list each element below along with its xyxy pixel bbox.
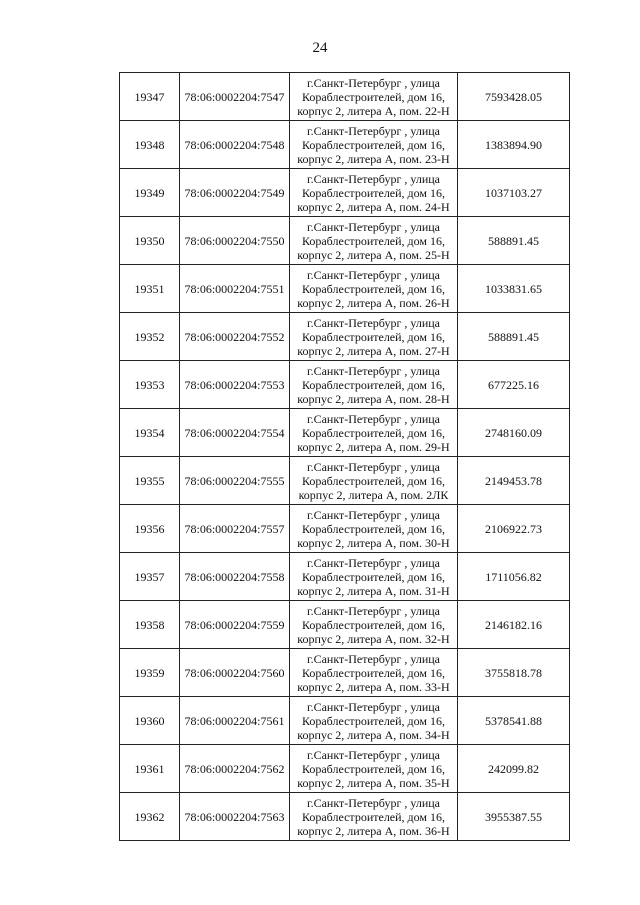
- address-cell: [290, 73, 458, 121]
- address-line: г.Санкт-Петербург , улица: [307, 123, 440, 138]
- address-line: г.Санкт-Петербург , улица: [307, 267, 440, 282]
- cadastral-number-cell: 78:06:0002204:7561: [180, 697, 290, 745]
- address-line: корпус 2, литера А, пом. 31-Н: [297, 583, 450, 598]
- address-line: корпус 2, литера А, пом. 2ЛК: [298, 487, 449, 502]
- table-row: [120, 265, 570, 313]
- address-line: г.Санкт-Петербург , улица: [307, 459, 440, 474]
- address-cell: [290, 649, 458, 697]
- cadastral-value-cell: 3955387.55: [458, 793, 570, 841]
- table-body: [120, 73, 570, 841]
- cadastral-value-cell: 1033831.65: [458, 265, 570, 313]
- address-line: корпус 2, литера А, пом. 32-Н: [297, 631, 450, 646]
- row-number-cell: 19348: [120, 121, 180, 169]
- cadastral-value-cell: 2106922.73: [458, 505, 570, 553]
- cadastral-value-cell: 677225.16: [458, 361, 570, 409]
- cadastral-value-cell: 5378541.88: [458, 697, 570, 745]
- row-number-cell: 19352: [120, 313, 180, 361]
- address-line: Кораблестроителей, дом 16,: [301, 89, 446, 104]
- address-line: корпус 2, литера А, пом. 24-Н: [297, 199, 450, 214]
- address-line: г.Санкт-Петербург , улица: [307, 603, 440, 618]
- address-line: Кораблестроителей, дом 16,: [301, 185, 446, 200]
- table-row: [120, 553, 570, 601]
- table-row: [120, 601, 570, 649]
- table-row: [120, 217, 570, 265]
- address-cell: [290, 121, 458, 169]
- address-line: г.Санкт-Петербург , улица: [307, 315, 440, 330]
- cadastral-number-cell: 78:06:0002204:7559: [180, 601, 290, 649]
- address-line: корпус 2, литера А, пом. 28-Н: [297, 391, 450, 406]
- cadastral-value-cell: 7593428.05: [458, 73, 570, 121]
- table-row: [120, 121, 570, 169]
- cadastral-value-cell: 2748160.09: [458, 409, 570, 457]
- cadastral-value-cell: 588891.45: [458, 217, 570, 265]
- address-line: Кораблестроителей, дом 16,: [301, 809, 446, 824]
- row-number-cell: 19350: [120, 217, 180, 265]
- cadastral-number-cell: 78:06:0002204:7555: [180, 457, 290, 505]
- address-line: корпус 2, литера А, пом. 27-Н: [297, 343, 450, 358]
- cadastral-number-cell: 78:06:0002204:7562: [180, 745, 290, 793]
- cadastral-value-cell: 1037103.27: [458, 169, 570, 217]
- cadastral-value-cell: 2146182.16: [458, 601, 570, 649]
- row-number-cell: 19349: [120, 169, 180, 217]
- address-line: корпус 2, литера А, пом. 25-Н: [297, 247, 450, 262]
- cadastral-number-cell: 78:06:0002204:7553: [180, 361, 290, 409]
- address-cell: [290, 553, 458, 601]
- address-line: корпус 2, литера А, пом. 35-Н: [297, 775, 450, 790]
- address-line: г.Санкт-Петербург , улица: [307, 747, 440, 762]
- address-line: г.Санкт-Петербург , улица: [307, 555, 440, 570]
- address-cell: [290, 505, 458, 553]
- cadastral-number-cell: 78:06:0002204:7550: [180, 217, 290, 265]
- address-line: Кораблестроителей, дом 16,: [301, 713, 446, 728]
- cadastral-value-cell: 1383894.90: [458, 121, 570, 169]
- row-number-cell: 19361: [120, 745, 180, 793]
- address-line: Кораблестроителей, дом 16,: [301, 233, 446, 248]
- address-line: Кораблестроителей, дом 16,: [301, 281, 446, 296]
- page-number: 24: [312, 40, 328, 56]
- cadastral-value-cell: 242099.82: [458, 745, 570, 793]
- address-line: корпус 2, литера А, пом. 33-Н: [297, 679, 450, 694]
- row-number-cell: 19351: [120, 265, 180, 313]
- table-row: [120, 649, 570, 697]
- address-cell: [290, 313, 458, 361]
- address-line: корпус 2, литера А, пом. 26-Н: [297, 295, 450, 310]
- address-line: г.Санкт-Петербург , улица: [307, 795, 440, 810]
- address-line: Кораблестроителей, дом 16,: [301, 377, 446, 392]
- cadastral-value-cell: 1711056.82: [458, 553, 570, 601]
- address-line: корпус 2, литера А, пом. 36-Н: [297, 823, 450, 838]
- row-number-cell: 19362: [120, 793, 180, 841]
- table-row: [120, 361, 570, 409]
- cadastral-number-cell: 78:06:0002204:7552: [180, 313, 290, 361]
- row-number-cell: 19353: [120, 361, 180, 409]
- table-row: [120, 505, 570, 553]
- address-cell: [290, 169, 458, 217]
- address-line: корпус 2, литера А, пом. 34-Н: [297, 727, 450, 742]
- row-number-cell: 19347: [120, 73, 180, 121]
- address-line: Кораблестроителей, дом 16,: [301, 521, 446, 536]
- table-row: [120, 793, 570, 841]
- table-row: [120, 73, 570, 121]
- address-cell: [290, 601, 458, 649]
- address-cell: [290, 457, 458, 505]
- address-line: корпус 2, литера А, пом. 22-Н: [297, 103, 450, 118]
- row-number-cell: 19356: [120, 505, 180, 553]
- address-line: Кораблестроителей, дом 16,: [301, 137, 446, 152]
- row-number-cell: 19354: [120, 409, 180, 457]
- address-cell: [290, 793, 458, 841]
- address-line: Кораблестроителей, дом 16,: [301, 617, 446, 632]
- cadastral-value-cell: 3755818.78: [458, 649, 570, 697]
- row-number-cell: 19360: [120, 697, 180, 745]
- cadastral-value-cell: 2149453.78: [458, 457, 570, 505]
- address-line: Кораблестроителей, дом 16,: [301, 665, 446, 680]
- address-line: г.Санкт-Петербург , улица: [307, 75, 440, 90]
- cadastral-number-cell: 78:06:0002204:7551: [180, 265, 290, 313]
- address-cell: [290, 217, 458, 265]
- address-line: г.Санкт-Петербург , улица: [307, 651, 440, 666]
- address-line: г.Санкт-Петербург , улица: [307, 507, 440, 522]
- row-number-cell: 19357: [120, 553, 180, 601]
- address-cell: [290, 745, 458, 793]
- cadastral-number-cell: 78:06:0002204:7563: [180, 793, 290, 841]
- cadastral-number-cell: 78:06:0002204:7560: [180, 649, 290, 697]
- address-line: г.Санкт-Петербург , улица: [307, 363, 440, 378]
- table-row: [120, 169, 570, 217]
- address-cell: [290, 409, 458, 457]
- cadastral-number-cell: 78:06:0002204:7554: [180, 409, 290, 457]
- address-line: г.Санкт-Петербург , улица: [307, 219, 440, 234]
- address-line: Кораблестроителей, дом 16,: [301, 425, 446, 440]
- address-line: Кораблестроителей, дом 16,: [301, 569, 446, 584]
- row-number-cell: 19358: [120, 601, 180, 649]
- table-row: [120, 745, 570, 793]
- address-line: г.Санкт-Петербург , улица: [307, 411, 440, 426]
- table-row: [120, 457, 570, 505]
- address-line: корпус 2, литера А, пом. 23-Н: [297, 151, 450, 166]
- table-row: [120, 313, 570, 361]
- address-line: корпус 2, литера А, пом. 29-Н: [297, 439, 450, 454]
- address-cell: [290, 361, 458, 409]
- address-cell: [290, 697, 458, 745]
- cadastral-value-cell: 588891.45: [458, 313, 570, 361]
- row-number-cell: 19359: [120, 649, 180, 697]
- address-line: Кораблестроителей, дом 16,: [301, 761, 446, 776]
- address-line: г.Санкт-Петербург , улица: [307, 171, 440, 186]
- table-row: [120, 697, 570, 745]
- address-line: корпус 2, литера А, пом. 30-Н: [297, 535, 450, 550]
- cadastral-number-cell: 78:06:0002204:7548: [180, 121, 290, 169]
- address-line: Кораблестроителей, дом 16,: [301, 473, 446, 488]
- cadastral-number-cell: 78:06:0002204:7558: [180, 553, 290, 601]
- address-line: г.Санкт-Петербург , улица: [307, 699, 440, 714]
- property-table: [119, 72, 570, 841]
- table-row: [120, 409, 570, 457]
- cadastral-number-cell: 78:06:0002204:7549: [180, 169, 290, 217]
- row-number-cell: 19355: [120, 457, 180, 505]
- cadastral-number-cell: 78:06:0002204:7547: [180, 73, 290, 121]
- address-line: Кораблестроителей, дом 16,: [301, 329, 446, 344]
- address-cell: [290, 265, 458, 313]
- cadastral-number-cell: 78:06:0002204:7557: [180, 505, 290, 553]
